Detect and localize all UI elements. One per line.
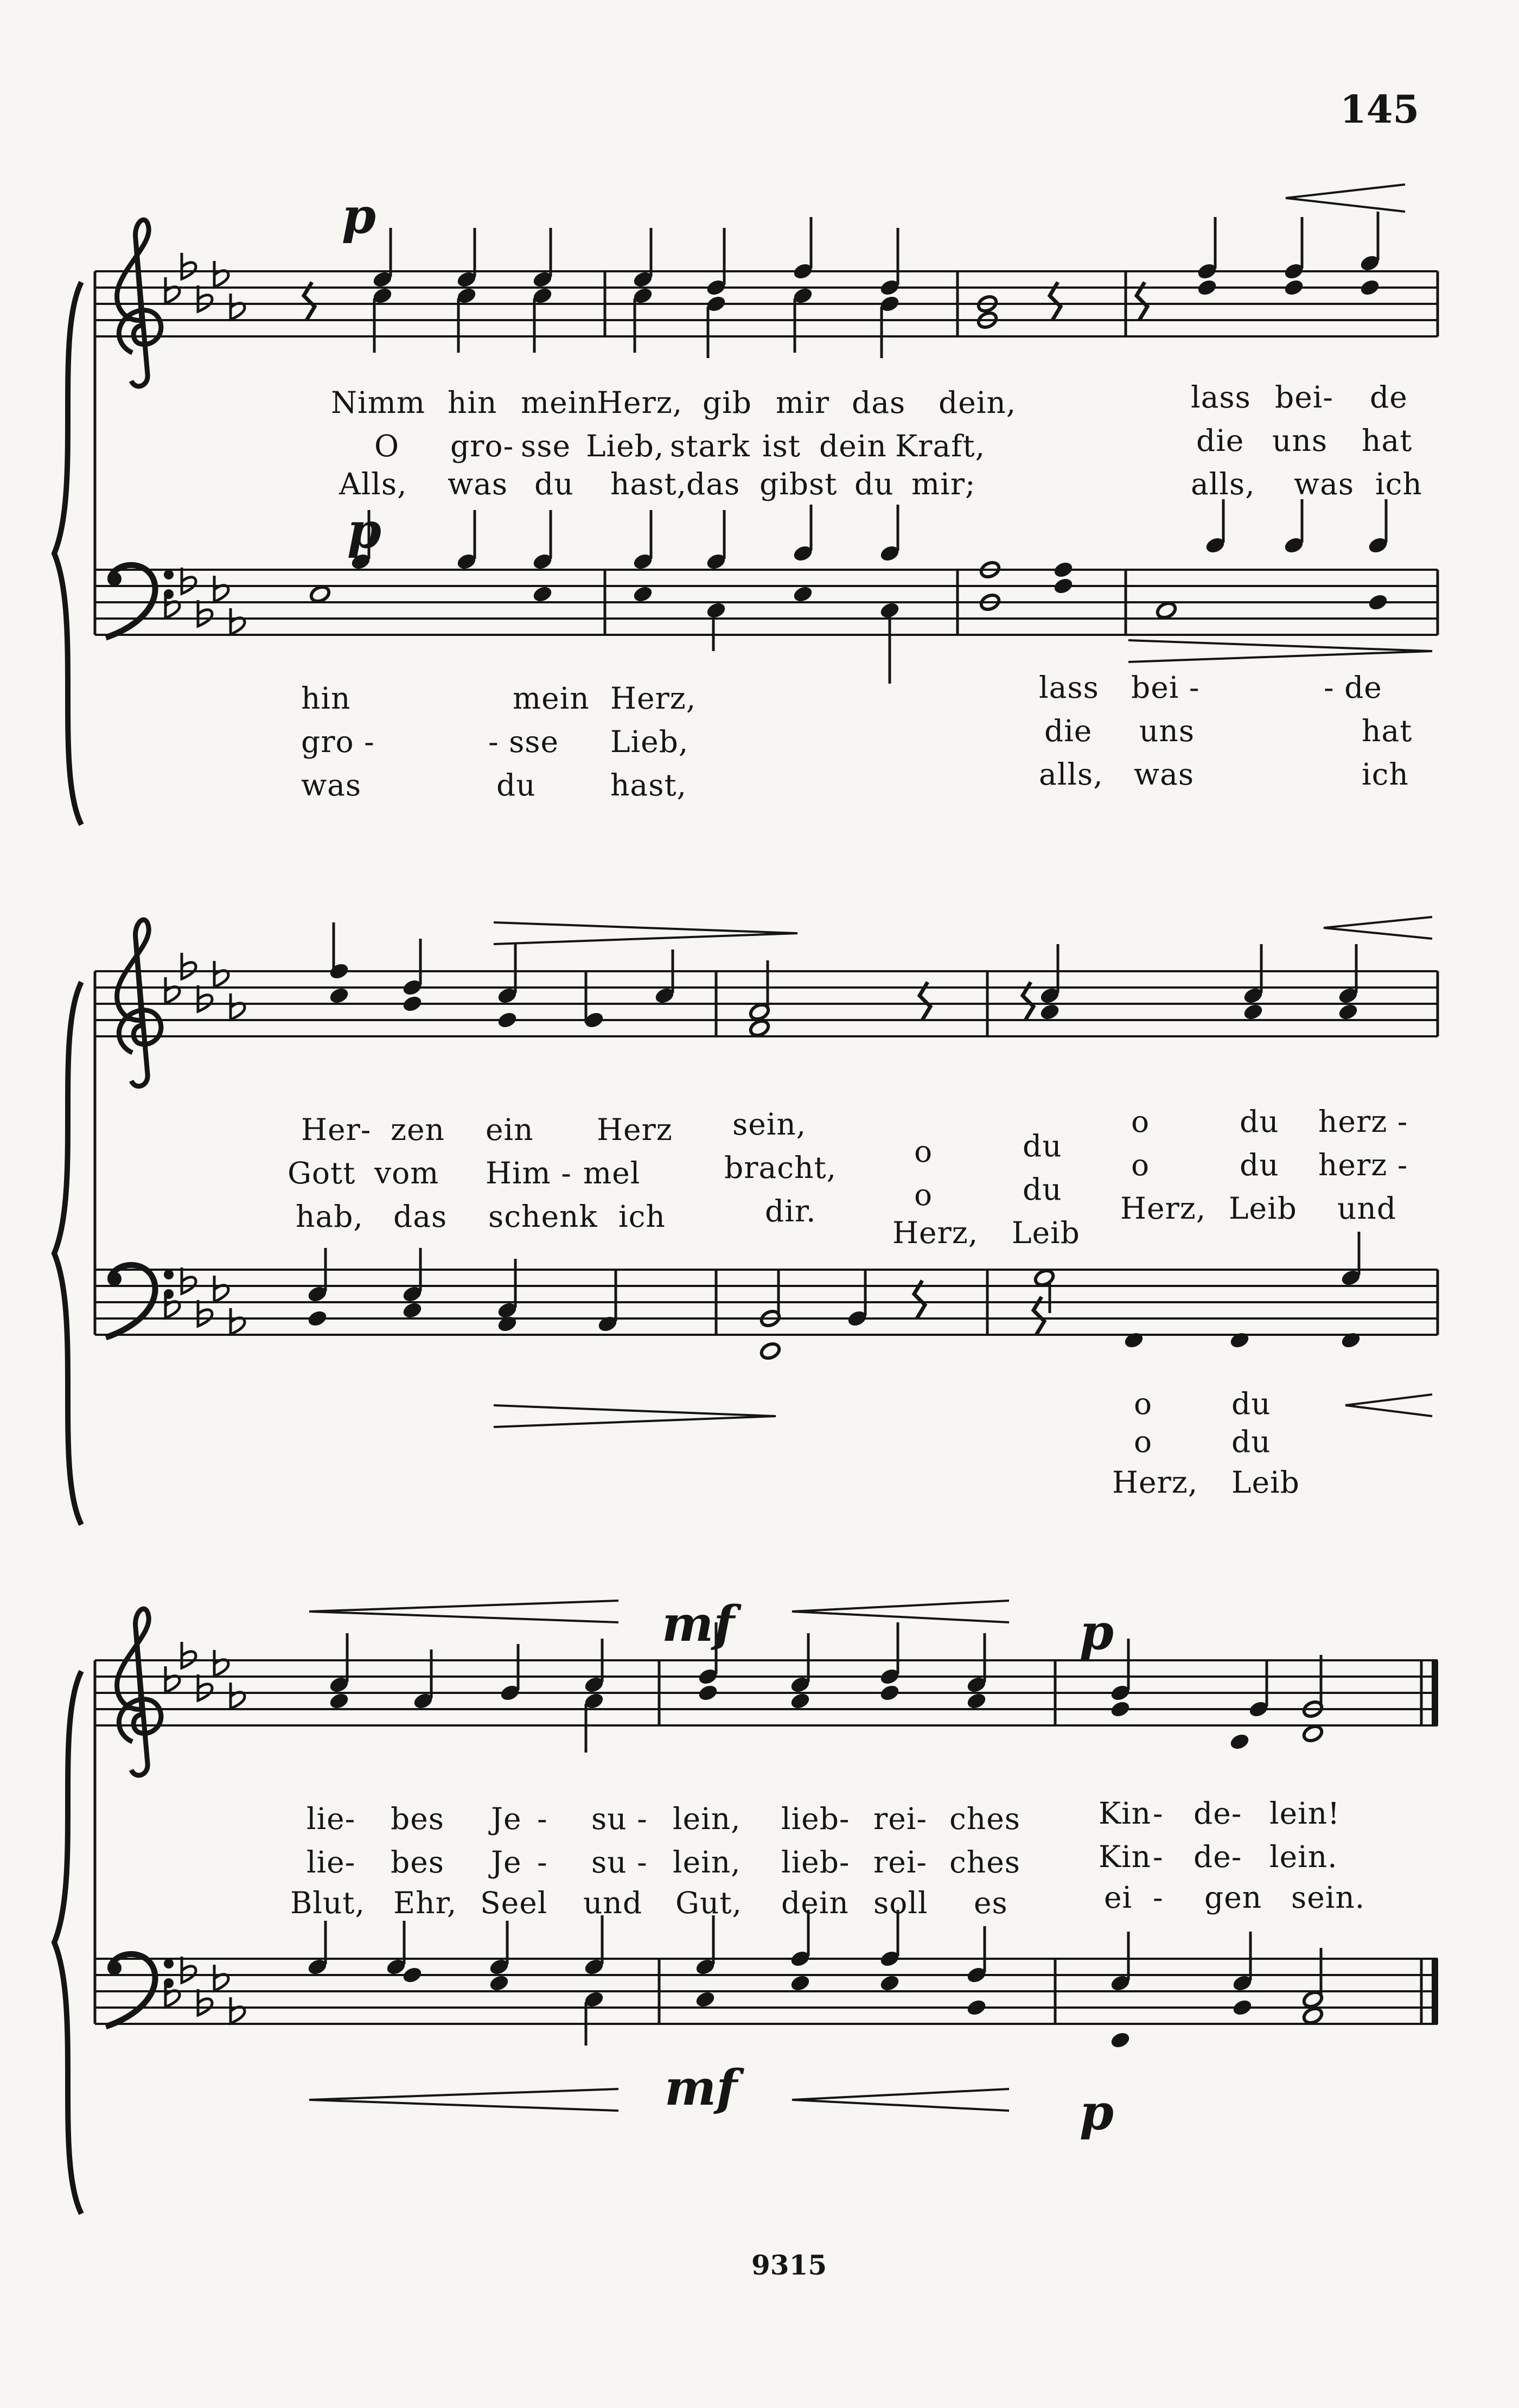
lyric: - (537, 1845, 548, 1880)
plate-number: 9315 (751, 2249, 827, 2281)
lyric: gibst (760, 467, 838, 501)
lyric: Leib (1229, 1191, 1297, 1226)
lyric: lein, (673, 1845, 741, 1880)
lyric: Herz (597, 1112, 673, 1147)
lyric: Him - (486, 1156, 572, 1190)
lyric: ich (1375, 467, 1422, 501)
lyric: das (686, 467, 741, 501)
lyric: Seel (480, 1885, 548, 1920)
lyric: das (393, 1199, 448, 1234)
lyric: die (1196, 423, 1244, 458)
lyric: bracht, (724, 1150, 837, 1185)
lyric: und (1337, 1191, 1397, 1226)
lyric: lieb- (781, 1801, 850, 1836)
lyric: du (1240, 1104, 1279, 1139)
dynamic-mf-2: mf (665, 2059, 737, 2117)
lyric: - (1153, 1839, 1164, 1874)
lyric: de (1370, 380, 1408, 415)
lyric: dir. (765, 1194, 816, 1228)
lyric: die (1044, 714, 1093, 748)
lyric: du (854, 467, 894, 501)
lyric: Herz, (610, 681, 697, 716)
lyric: Herz, (1112, 1465, 1198, 1500)
lyric: hat (1362, 423, 1413, 458)
lyric: vom (374, 1156, 439, 1190)
lyric: o (1131, 1104, 1150, 1139)
lyric: ches (949, 1801, 1020, 1836)
lyric: du (1231, 1386, 1271, 1421)
lyric: mir; (911, 467, 976, 501)
lyric: Herz, (597, 385, 683, 420)
lyric: du (1023, 1129, 1062, 1163)
lyric: mir (776, 385, 830, 420)
lyric: lein! (1269, 1796, 1341, 1831)
lyric: Alls, (339, 467, 407, 501)
page-number: 145 (1340, 87, 1420, 132)
lyric: Je (491, 1845, 522, 1880)
lyric: uns (1139, 714, 1195, 748)
lyric: sein, (732, 1107, 807, 1142)
lyric: lieb- (781, 1845, 850, 1880)
lyric: und (583, 1885, 643, 1920)
lyric: lass (1039, 670, 1099, 705)
lyric: herz - (1318, 1104, 1408, 1139)
lyric: sein. (1291, 1880, 1365, 1915)
lyric: o (1134, 1424, 1153, 1459)
lyric: du (496, 768, 536, 802)
lyric: soll (873, 1885, 928, 1920)
lyric: ich (1362, 757, 1409, 792)
lyric: Lieb, (610, 724, 689, 759)
dynamic-p-3: p (1080, 1603, 1114, 1661)
lyric: de- (1194, 1796, 1242, 1831)
lyric: Ehr, (393, 1885, 457, 1920)
lyric: lie- (307, 1845, 356, 1880)
lyric: ich (618, 1199, 666, 1234)
lyric: dein (781, 1885, 849, 1920)
lyric: Her- (301, 1112, 372, 1147)
lyric: bei - (1131, 670, 1200, 705)
lyric: Leib (1012, 1215, 1080, 1250)
lyric: gro - (301, 724, 375, 759)
lyric: ein (486, 1112, 534, 1147)
lyric: o (1134, 1386, 1153, 1421)
lyric: Gott (288, 1156, 356, 1190)
lyric: ei (1104, 1880, 1133, 1915)
lyric: Je (491, 1801, 522, 1836)
lyric: mein (513, 681, 590, 716)
lyric: lass (1191, 380, 1251, 415)
lyric: es (974, 1885, 1008, 1920)
system-1 (54, 184, 1438, 825)
lyric: zen (391, 1112, 445, 1147)
lyric: Nimm (331, 385, 426, 420)
lyric: bei- (1275, 380, 1333, 415)
lyric: O (374, 429, 400, 463)
lyric: mel (583, 1156, 641, 1190)
lyric: was (1134, 757, 1195, 792)
lyric: - de (1324, 670, 1382, 705)
lyric: Herz, (1120, 1191, 1207, 1226)
lyric: du (1023, 1172, 1062, 1207)
lyric: stark (670, 429, 750, 463)
lyric: alls, (1191, 467, 1255, 501)
lyric: hat (1362, 714, 1413, 748)
lyric: mein (521, 385, 598, 420)
lyric: bes (391, 1801, 444, 1836)
lyric: lie- (307, 1801, 356, 1836)
lyric: Gut, (675, 1885, 742, 1920)
lyric: du (1240, 1148, 1279, 1182)
dynamic-p-1: p (342, 187, 376, 245)
lyric: bes (391, 1845, 444, 1880)
lyric: Kraft, (895, 429, 986, 463)
lyric: dein, (939, 385, 1017, 420)
lyric: was (448, 467, 508, 501)
dynamic-p-2: p (347, 502, 381, 559)
lyric: gib (703, 385, 752, 420)
lyric: was (1294, 467, 1355, 501)
lyric: - sse (488, 724, 559, 759)
lyric: Kin (1099, 1796, 1152, 1831)
lyric: du (1231, 1424, 1271, 1459)
lyric: o (914, 1177, 933, 1212)
lyric: herz - (1318, 1148, 1408, 1182)
lyric: das (852, 385, 906, 420)
lyric: hin (301, 681, 351, 716)
lyric: gro- (450, 429, 514, 463)
lyric: Kin (1099, 1839, 1152, 1874)
dynamic-mf-1: mf (662, 1595, 735, 1653)
lyric: Lieb, (586, 429, 665, 463)
lyric: Leib (1231, 1465, 1300, 1500)
lyric: du (534, 467, 574, 501)
lyric: gen (1204, 1880, 1262, 1915)
lyric: ist (762, 429, 801, 463)
lyric: hab, (296, 1199, 363, 1234)
lyric: Herz, (892, 1215, 979, 1250)
lyric: alls, (1039, 757, 1103, 792)
lyric: rei- (873, 1801, 928, 1836)
lyric: su - (591, 1845, 648, 1880)
lyric: uns (1272, 423, 1328, 458)
lyric: - (1153, 1880, 1164, 1915)
lyric: hast, (610, 768, 687, 802)
lyric: de- (1194, 1839, 1242, 1874)
lyric: Blut, (290, 1885, 366, 1920)
dynamic-p-4: p (1080, 2084, 1114, 2141)
lyric: lein, (673, 1801, 741, 1836)
lyric: hin (448, 385, 497, 420)
lyric: - (537, 1801, 548, 1836)
lyric: o (914, 1134, 933, 1169)
lyric: was (301, 768, 362, 802)
lyric: - (1153, 1796, 1164, 1831)
lyric: lein. (1269, 1839, 1338, 1874)
lyric: schenk (488, 1199, 598, 1234)
lyric: su - (591, 1801, 648, 1836)
lyric: rei- (873, 1845, 928, 1880)
lyric: dein (819, 429, 887, 463)
lyric: ches (949, 1845, 1020, 1880)
lyric: hast, (610, 467, 687, 501)
lyric: o (1131, 1148, 1150, 1182)
lyric: sse (521, 429, 571, 463)
